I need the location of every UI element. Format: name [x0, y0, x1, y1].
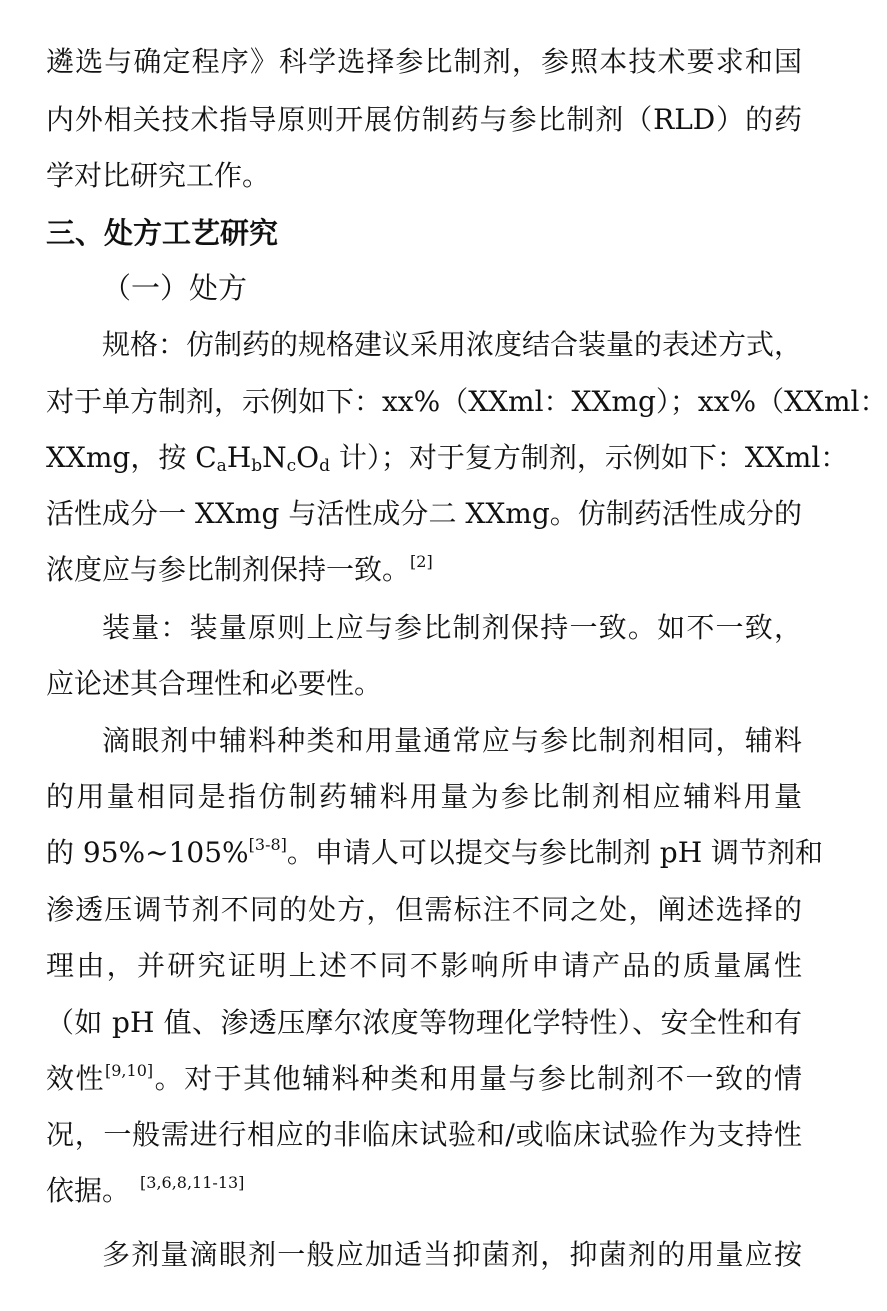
subscript: c — [286, 456, 297, 476]
body-text-line: 内外相关技术指导原则开展仿制药与参比制剂（RLD）的药 — [46, 103, 802, 136]
body-text-line: 应论述其合理性和必要性。 — [46, 667, 383, 700]
body-text-line — [46, 1169, 802, 1213]
text-segment: 。申请人可以提交与参比制剂 pH 调节剂和 — [286, 836, 824, 869]
subscript: d — [319, 456, 331, 476]
section-heading: 三、处方工艺研究 — [46, 216, 279, 250]
subsection-heading: （一）处方 — [102, 271, 248, 305]
body-text-line — [46, 436, 849, 480]
body-text-line — [46, 1057, 802, 1101]
text-segment: XXmg，按 C — [46, 441, 217, 474]
body-text-line: 遴选与确定程序》科学选择参比制剂，参照本技术要求和国 — [46, 45, 802, 78]
paragraph-spec-line: 规格：仿制药的规格建议采用浓度结合装量的表述方式， — [102, 328, 803, 361]
text-segment: O — [296, 441, 320, 474]
subscript: a — [216, 456, 227, 476]
text-segment: 。对于其他辅料种类和用量与参比制剂不一致的情 — [153, 1062, 802, 1095]
citation-superscript: [3-8] — [248, 835, 287, 854]
body-text-line: 况，一般需进行相应的非临床试验和/或临床试验作为支持性 — [46, 1118, 802, 1151]
subscript: b — [251, 456, 263, 476]
text-segment: 效性 — [46, 1062, 105, 1095]
citation-superscript: [3,6,8,11-13] — [140, 1173, 245, 1192]
paragraph-preservative-line: 多剂量滴眼剂一般应加适当抑菌剂，抑菌剂的用量应按 — [102, 1238, 802, 1271]
body-text-line: 对于单方制剂，示例如下：xx%（XXml：XXmg）；xx%（XXml： — [46, 385, 887, 418]
body-text-line: （如 pH 值、渗透压摩尔浓度等物理化学特性）、安全性和有 — [46, 1006, 802, 1039]
text-segment: 的 95%~105% — [46, 836, 249, 869]
text-segment: H — [226, 441, 252, 474]
paragraph-excipient-line: 滴眼剂中辅料种类和用量通常应与参比制剂相同，辅料 — [102, 724, 802, 757]
body-text-line: 理由，并研究证明上述不同不影响所申请产品的质量属性 — [46, 949, 802, 982]
text-segment: N — [262, 441, 287, 474]
body-text-line: 活性成分一 XXmg 与活性成分二 XXmg。仿制药活性成分的 — [46, 497, 802, 530]
citation-superscript: [2] — [410, 552, 433, 571]
text-segment: 计）；对于复方制剂，示例如下：XXml： — [330, 441, 849, 474]
citation-superscript: [9,10] — [105, 1061, 154, 1080]
text-segment: 依据。 — [46, 1174, 131, 1207]
body-text-line: 的用量相同是指仿制药辅料用量为参比制剂相应辅料用量 — [46, 780, 802, 813]
body-text-line — [46, 548, 802, 592]
paragraph-fill-line: 装量：装量原则上应与参比制剂保持一致。如不一致， — [102, 611, 802, 644]
text-segment: 浓度应与参比制剂保持一致。 — [46, 553, 411, 586]
body-text-line: 学对比研究工作。 — [46, 159, 271, 192]
body-text-line: 渗透压调节剂不同的处方，但需标注不同之处，阐述选择的 — [46, 893, 802, 926]
body-text-line — [46, 831, 824, 875]
